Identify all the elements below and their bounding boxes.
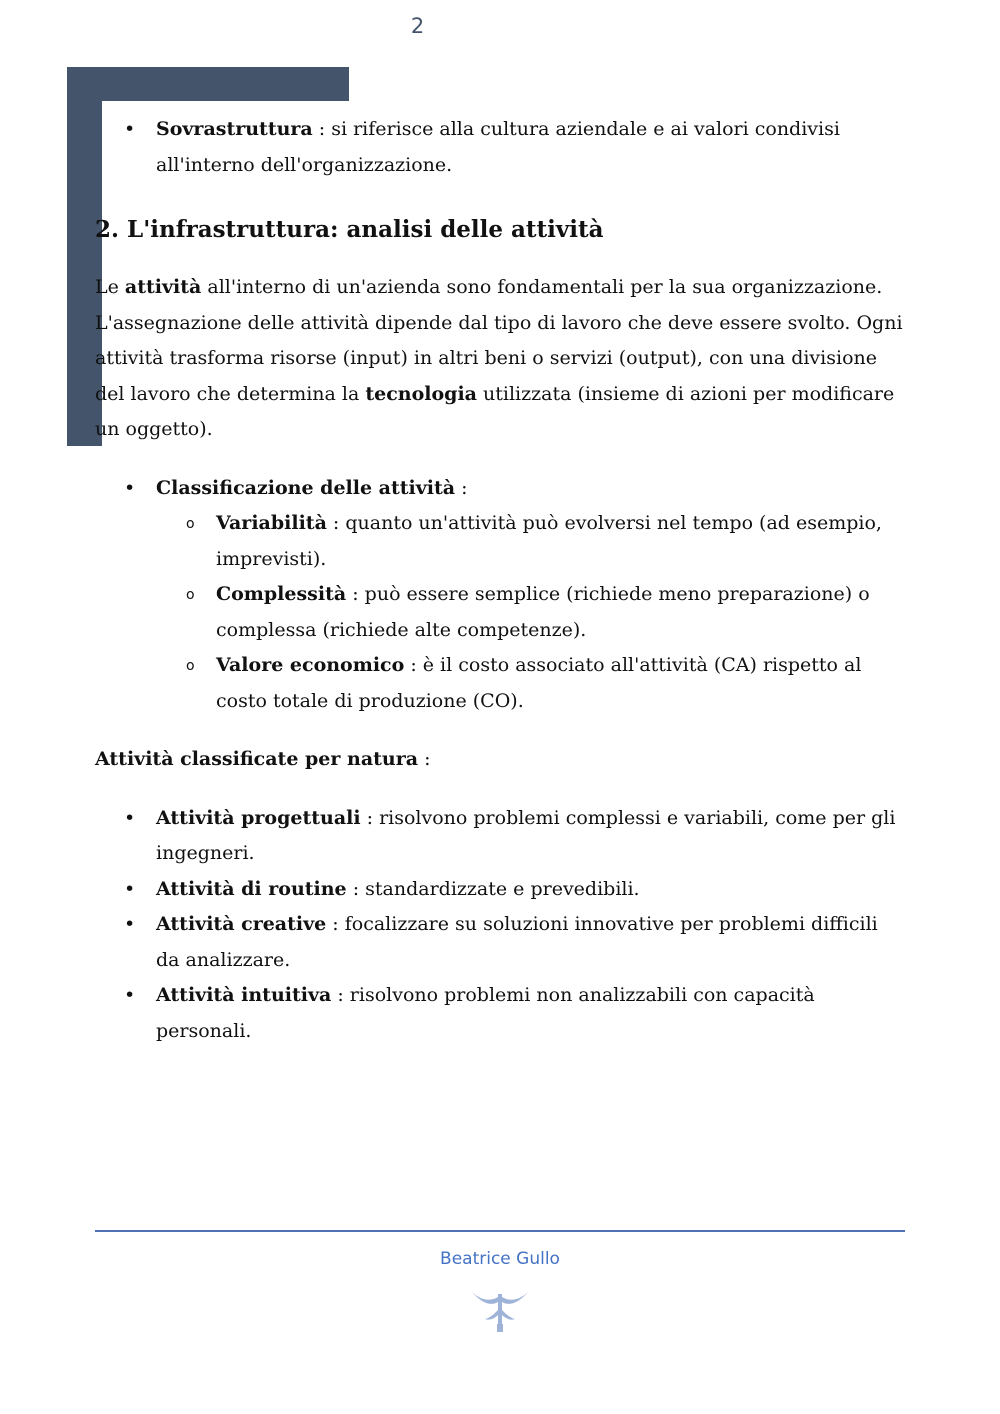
document-body [95,112,907,1049]
term: Valore economico [216,654,405,676]
footer-author: Beatrice Gullo [440,1249,560,1269]
sub-list-item [95,577,907,648]
definition: : focalizzare su soluzioni innovative per problemi difficili da analizzare. [156,913,878,971]
list-item [95,907,907,978]
list-item [95,801,907,872]
definition: : risolvono problemi complessi e variabili, come per gli ingegneri. [156,806,896,864]
page-number: 2 [410,14,425,38]
sub-list-item [95,648,907,719]
paragraph [95,270,907,448]
decorative-bracket-top [67,67,349,101]
definition: : può essere semplice (richiede meno preparazione) o complessa (richiede alte competenze). [216,583,870,641]
subheading-paragraph [95,742,907,778]
nature-list [95,801,907,1050]
term: Attività di routine [156,877,347,900]
tree-ornament-icon [468,1288,532,1334]
intro-list [95,112,907,183]
term: Attività intuitiva [156,984,332,1006]
definition: : quanto un'attività può evolversi nel tempo (ad esempio, imprevisti). [216,512,882,570]
term: Complessità [216,583,347,605]
bold-term: tecnologia [365,382,477,405]
paragraph-text: all'interno di un'azienda sono fondamentali per la sua organizzazione. L'assegnazione delle attività dipende dal tipo di lavoro che deve essere svolto. Ogni attività trasforma risorse (input) in altri beni o servizi (output), con una divisione del lavoro che determina la [95,276,903,405]
definition: : [418,748,431,770]
paragraph-text: Le [95,276,125,298]
list-item [95,872,907,908]
term: Attività progettuali [156,806,361,829]
footer-divider [95,1230,905,1232]
definition: : [455,476,468,499]
list-item [95,978,907,1049]
list-item [95,471,907,507]
list-item [95,112,907,183]
term: Variabilità [216,512,327,534]
definition: : risolvono problemi non analizzabili con capacità personali. [156,984,815,1042]
definition: : si riferisce alla cultura aziendale e ai valori condivisi all'interno dell'organizzazione. [156,118,840,176]
term: Attività creative [156,913,327,935]
term: Classificazione delle attività [156,476,456,499]
classification-list [95,471,907,720]
definition: : è il costo associato all'attività (CA) rispetto al costo totale di produzione (CO). [216,654,862,712]
term: Attività classificate per natura [95,748,419,770]
bold-term: attività [124,276,202,298]
section-heading: 2. L'infrastruttura: analisi delle attività [95,216,604,243]
paragraph-text: utilizzata (insieme di azioni per modificare un oggetto). [95,382,895,440]
sub-list-item [95,506,907,577]
definition: : standardizzate e prevedibili. [346,877,640,900]
term: Sovrastruttura [156,118,313,140]
